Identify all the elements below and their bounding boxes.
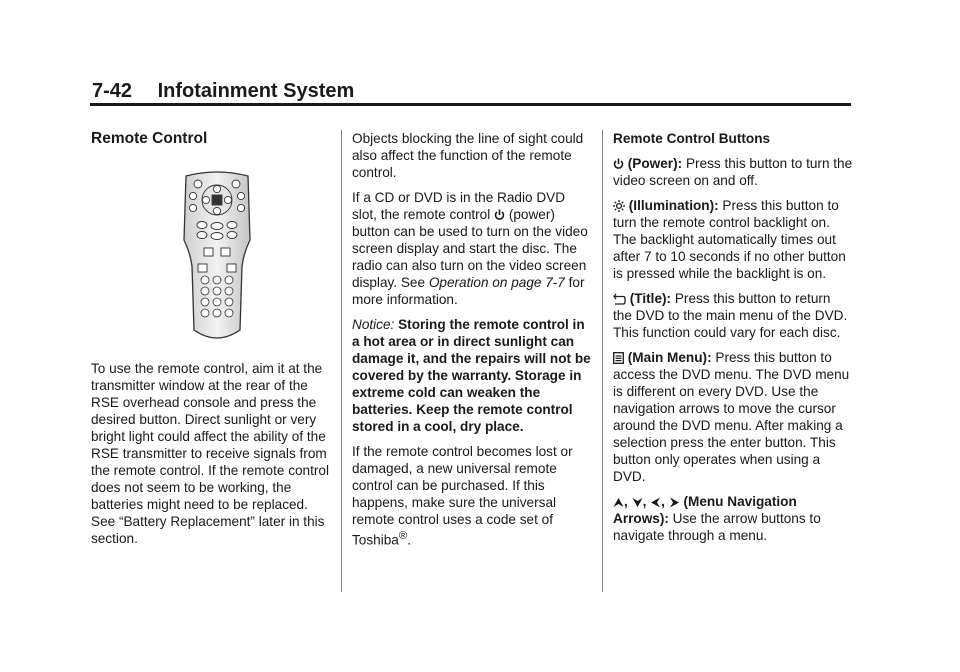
remote-button (227, 222, 237, 229)
remote-side-button (189, 192, 196, 199)
notice-text: Storing the remote control in a hot area or in direct sunlight can damage it, and the repairs will not be covered by the warranty. Storage in extreme cold can weaken the batteries. Keep the remote control stored in a cool, dry place. (352, 317, 591, 434)
registered-mark: ® (398, 530, 408, 542)
paragraph: Objects blocking the line of sight could also affect the function of the remote control. (352, 131, 584, 180)
remote-control-figure (178, 170, 256, 347)
button-item-title (613, 290, 853, 341)
arrow-down-icon (632, 497, 643, 508)
arrow-separator: , (642, 494, 647, 509)
remote-top-button (194, 180, 202, 188)
arrow-left-icon (650, 497, 661, 508)
section-heading: Remote Control (91, 130, 208, 147)
paragraph-text: (power) button can be used to turn on the video screen display and start the disc. The radio can also turn on the video screen display. See (352, 207, 588, 290)
remote-number-key (213, 287, 221, 295)
item-label: (Title): (629, 291, 672, 306)
button-item-power (613, 155, 853, 189)
item-label: (Illumination): (628, 198, 719, 213)
cross-reference-link[interactable]: Operation on page 7-7 (428, 275, 565, 290)
item-text: Press this button to turn the video screen on and off. (613, 156, 853, 188)
buttons-heading: Remote Control Buttons (613, 131, 771, 146)
arrow-separator: , (624, 494, 628, 509)
page-number: 7-42 (92, 80, 133, 102)
remote-nav-button (202, 196, 209, 203)
arrow-up-icon (613, 497, 624, 508)
item-text: Press this button to access the DVD menu. The DVD menu is different on every DVD. Use the navigation arrows to move the cursor around the DVD menu. After making a selection press the enter button. This button only operates when using a DVD. (613, 350, 850, 484)
power-icon (494, 209, 505, 221)
remote-usage-paragraph: To use the remote control, aim it at the transmitter window at the rear of the RSE overhead console and press the desired button. Direct sunlight or very bright light could affect the ability of the RSE transmitter to receive signals from the remote control. If the remote control does not seem to be working, the batteries might need to be replaced. See “Battery Replacement” later in this section. (91, 361, 330, 546)
remote-button (197, 222, 207, 229)
remote-number-key (213, 298, 221, 306)
title-icon (613, 293, 626, 305)
remote-enter-button (212, 195, 222, 205)
remote-side-button (237, 192, 244, 199)
button-item-main-menu (613, 349, 853, 485)
button-item-illumination (613, 197, 853, 282)
item-text: Use the arrow buttons to navigate through a menu. (613, 511, 821, 543)
remote-nav-button (224, 196, 231, 203)
remote-number-key (201, 298, 209, 306)
remote-number-key (225, 287, 233, 295)
item-label: (Menu Navigation Arrows): (613, 494, 797, 526)
button-item-navigation (613, 493, 853, 544)
remote-number-key (201, 287, 209, 295)
remote-transport-button (227, 264, 236, 272)
illumination-icon (613, 200, 625, 212)
remote-number-key (201, 309, 209, 317)
column-divider-2 (602, 130, 603, 592)
paragraph (352, 443, 592, 549)
page-title: Infotainment System (157, 80, 355, 102)
column-2 (352, 130, 592, 557)
remote-number-key (213, 276, 221, 284)
column-3 (613, 130, 853, 552)
main-menu-icon (613, 352, 624, 364)
paragraph-text: If a CD or DVD is in the Radio DVD slot, the remote control (352, 190, 566, 222)
remote-side-button (237, 204, 244, 211)
remote-side-button (189, 204, 196, 211)
paragraph-text: If the remote control becomes lost or damaged, a new universal remote control can be purchased. If this happens, make sure the universal remote control uses a code set of Toshiba (352, 444, 573, 548)
remote-button (227, 232, 237, 239)
remote-transport-button (204, 248, 213, 256)
remote-number-key (213, 309, 221, 317)
remote-nav-button (213, 185, 220, 192)
remote-top-button (232, 180, 240, 188)
remote-nav-button (213, 207, 220, 214)
paragraph-text: for more information. (352, 275, 585, 307)
arrow-right-icon (669, 497, 680, 508)
remote-transport-button (198, 264, 207, 272)
paragraph (352, 189, 592, 308)
remote-button (211, 223, 223, 230)
remote-number-key (225, 276, 233, 284)
remote-number-key (201, 276, 209, 284)
notice (352, 316, 592, 435)
remote-transport-button (221, 248, 230, 256)
column-divider-1 (341, 130, 342, 592)
power-icon (613, 158, 624, 170)
item-label: (Power): (627, 156, 683, 171)
notice-label: Notice: (352, 317, 395, 332)
item-text: Press this button to turn the remote control backlight on. The backlight automatically times out after 7 to 10 seconds if no other button is pressed while the backlight is on. (613, 198, 846, 281)
remote-number-key (225, 309, 233, 317)
remote-number-key (225, 298, 233, 306)
arrow-separator: , (661, 494, 665, 509)
page-header (92, 80, 354, 103)
header-rule (90, 103, 851, 106)
item-label: (Main Menu): (627, 350, 712, 365)
remote-button (211, 233, 223, 240)
item-text: Press this button to return the DVD to the main menu of the DVD. This function could vary for each disc. (613, 291, 848, 340)
paragraph-text: . (407, 532, 411, 548)
remote-button (197, 232, 207, 239)
